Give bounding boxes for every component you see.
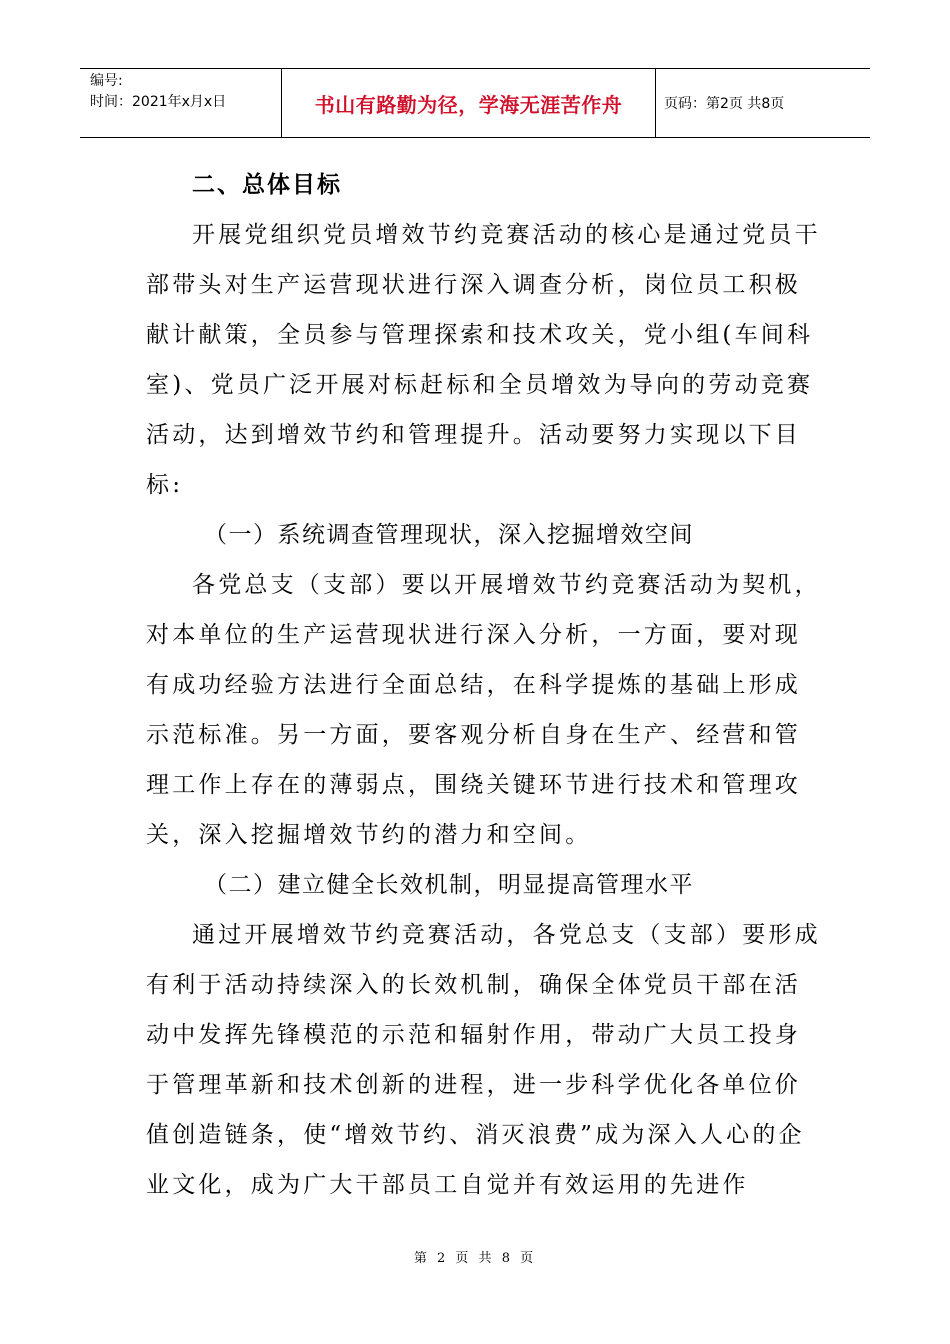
document-time-label: 时间：2021年x月x日 [90, 94, 227, 110]
page-footer: 第 2 页 共 8 页 [413, 1251, 537, 1266]
page-header [80, 68, 870, 138]
section-heading: 二、总体目标 [192, 172, 342, 198]
document-body [146, 160, 826, 1210]
paragraph-1: 各党总支（支部）要以开展增效节约竞赛活动为契机，对本单位的生产运营现状进行深入分析，一方面，要对现有成功经验方法进行全面总结，在科学提炼的基础上形成示范标准。另一方面，要客观分析自身在生产、经营和管理工作上存在的薄弱点，围绕关键环节进行技术和管理攻关，深入挖掘增效节约的潜力和空间。 [146, 572, 821, 848]
subheading-2: （二）建立健全长效机制，明显提高管理水平 [204, 872, 694, 898]
header-motto: 书山有路勤为径，学海无涯苦作舟 [282, 69, 656, 137]
paragraph-intro: 开展党组织党员增效节约竞赛活动的核心是通过党员干部带头对生产运营现状进行深入调查分析，岗位员工积极献计献策，全员参与管理探索和技术攻关，党小组(车间科室)、党员广泛开展对标赶标和全员增效为导向的劳动竞赛活动，达到增效节约和管理提升。活动要努力实现以下目标: [146, 222, 821, 498]
document-number-label: 编号: [90, 73, 123, 89]
subheading-1: （一）系统调查管理现状，深入挖掘增效空间 [204, 522, 694, 548]
header-page-info: 页码：第2页 共8页 [664, 96, 785, 112]
paragraph-2: 通过开展增效节约竞赛活动，各党总支（支部）要形成有利于活动持续深入的长效机制，确保全体党员干部在活动中发挥先锋模范的示范和辐射作用，带动广大员工投身于管理革新和技术创新的进程，进一步科学优化各单位价值创造链条，使“增效节约、消灭浪费”成为深入人心的企业文化，成为广大干部员工自觉并有效运用的先进作 [146, 922, 821, 1198]
header-meta [80, 69, 282, 137]
